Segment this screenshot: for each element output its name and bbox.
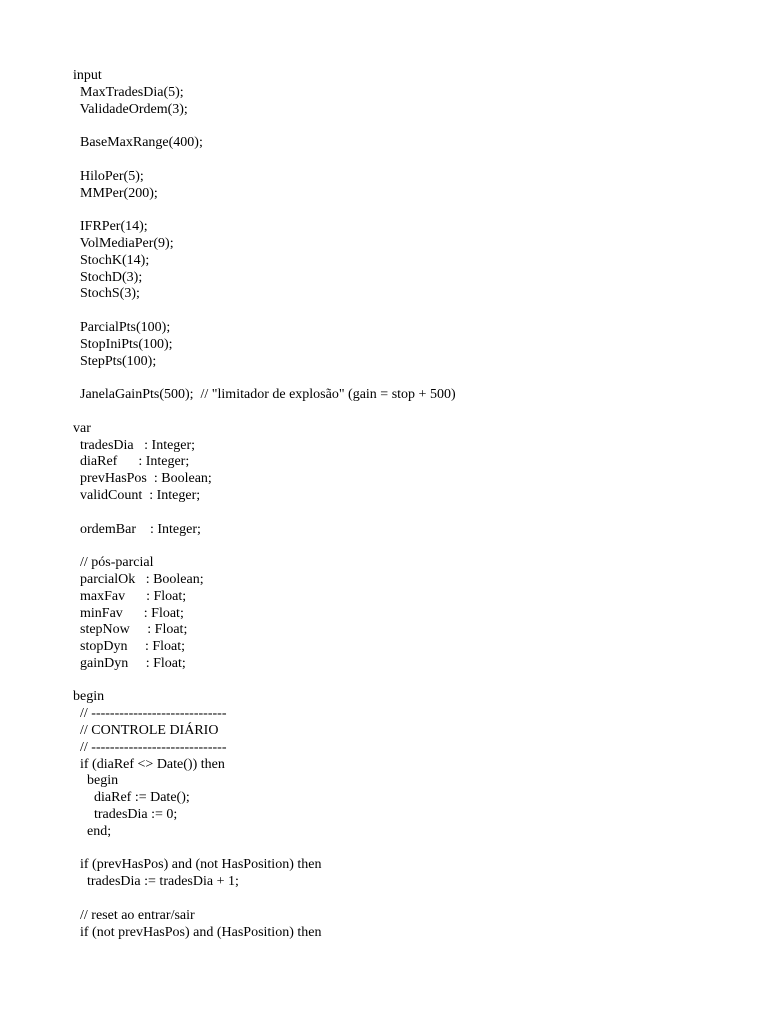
code-line: input	[73, 68, 102, 83]
code-line: diaRef : Integer;	[73, 454, 190, 470]
code-line: StepPts(100);	[73, 353, 157, 369]
code-line: StopIniPts(100);	[73, 336, 173, 352]
code-line: ValidadeOrdem(3);	[73, 101, 188, 117]
code-line: // pós-parcial	[73, 555, 154, 571]
code-line: // CONTROLE DIÁRIO	[73, 723, 219, 739]
code-listing	[73, 68, 456, 941]
code-line	[73, 673, 456, 690]
code-line	[73, 891, 456, 908]
code-line: validCount : Integer;	[73, 487, 201, 503]
code-line: StochD(3);	[73, 269, 143, 285]
code-line: gainDyn : Float;	[73, 655, 186, 671]
code-line	[73, 202, 456, 219]
code-line: tradesDia := 0;	[73, 807, 178, 823]
code-line: diaRef := Date();	[73, 790, 190, 806]
code-line	[73, 152, 456, 169]
code-line	[73, 505, 456, 522]
code-line: MMPer(200);	[73, 185, 158, 201]
code-line: ordemBar : Integer;	[73, 521, 201, 537]
code-line: begin	[73, 773, 119, 789]
code-line	[73, 370, 456, 387]
code-line: HiloPer(5);	[73, 168, 144, 184]
code-line	[73, 404, 456, 421]
code-line: VolMediaPer(9);	[73, 235, 174, 251]
code-line: MaxTradesDia(5);	[73, 84, 184, 100]
code-line	[73, 841, 456, 858]
code-line: maxFav : Float;	[73, 588, 187, 604]
code-line: IFRPer(14);	[73, 219, 148, 235]
code-line: end;	[73, 823, 112, 839]
code-line: ParcialPts(100);	[73, 319, 171, 335]
code-line	[73, 538, 456, 555]
code-line: stepNow : Float;	[73, 622, 188, 638]
code-line	[73, 303, 456, 320]
code-line: tradesDia := tradesDia + 1;	[73, 874, 239, 890]
code-line: // reset ao entrar/sair	[73, 907, 195, 923]
code-line: // -----------------------------	[73, 739, 227, 755]
code-line: // -----------------------------	[73, 706, 227, 722]
code-line: prevHasPos : Boolean;	[73, 471, 212, 487]
code-line: BaseMaxRange(400);	[73, 135, 203, 151]
code-line: StochS(3);	[73, 286, 140, 302]
code-line: if (diaRef <> Date()) then	[73, 756, 225, 772]
code-line: StochK(14);	[73, 252, 150, 268]
code-line: begin	[73, 689, 105, 705]
code-line	[73, 118, 456, 135]
code-line: JanelaGainPts(500); // "limitador de explosão" (gain = stop + 500)	[73, 387, 456, 403]
code-line: if (prevHasPos) and (not HasPosition) then	[73, 857, 322, 873]
code-line: var	[73, 420, 91, 436]
code-line: if (not prevHasPos) and (HasPosition) then	[73, 924, 322, 940]
code-line: tradesDia : Integer;	[73, 437, 196, 453]
code-line: parcialOk : Boolean;	[73, 571, 204, 587]
code-line: stopDyn : Float;	[73, 639, 186, 655]
code-line: minFav : Float;	[73, 605, 184, 621]
